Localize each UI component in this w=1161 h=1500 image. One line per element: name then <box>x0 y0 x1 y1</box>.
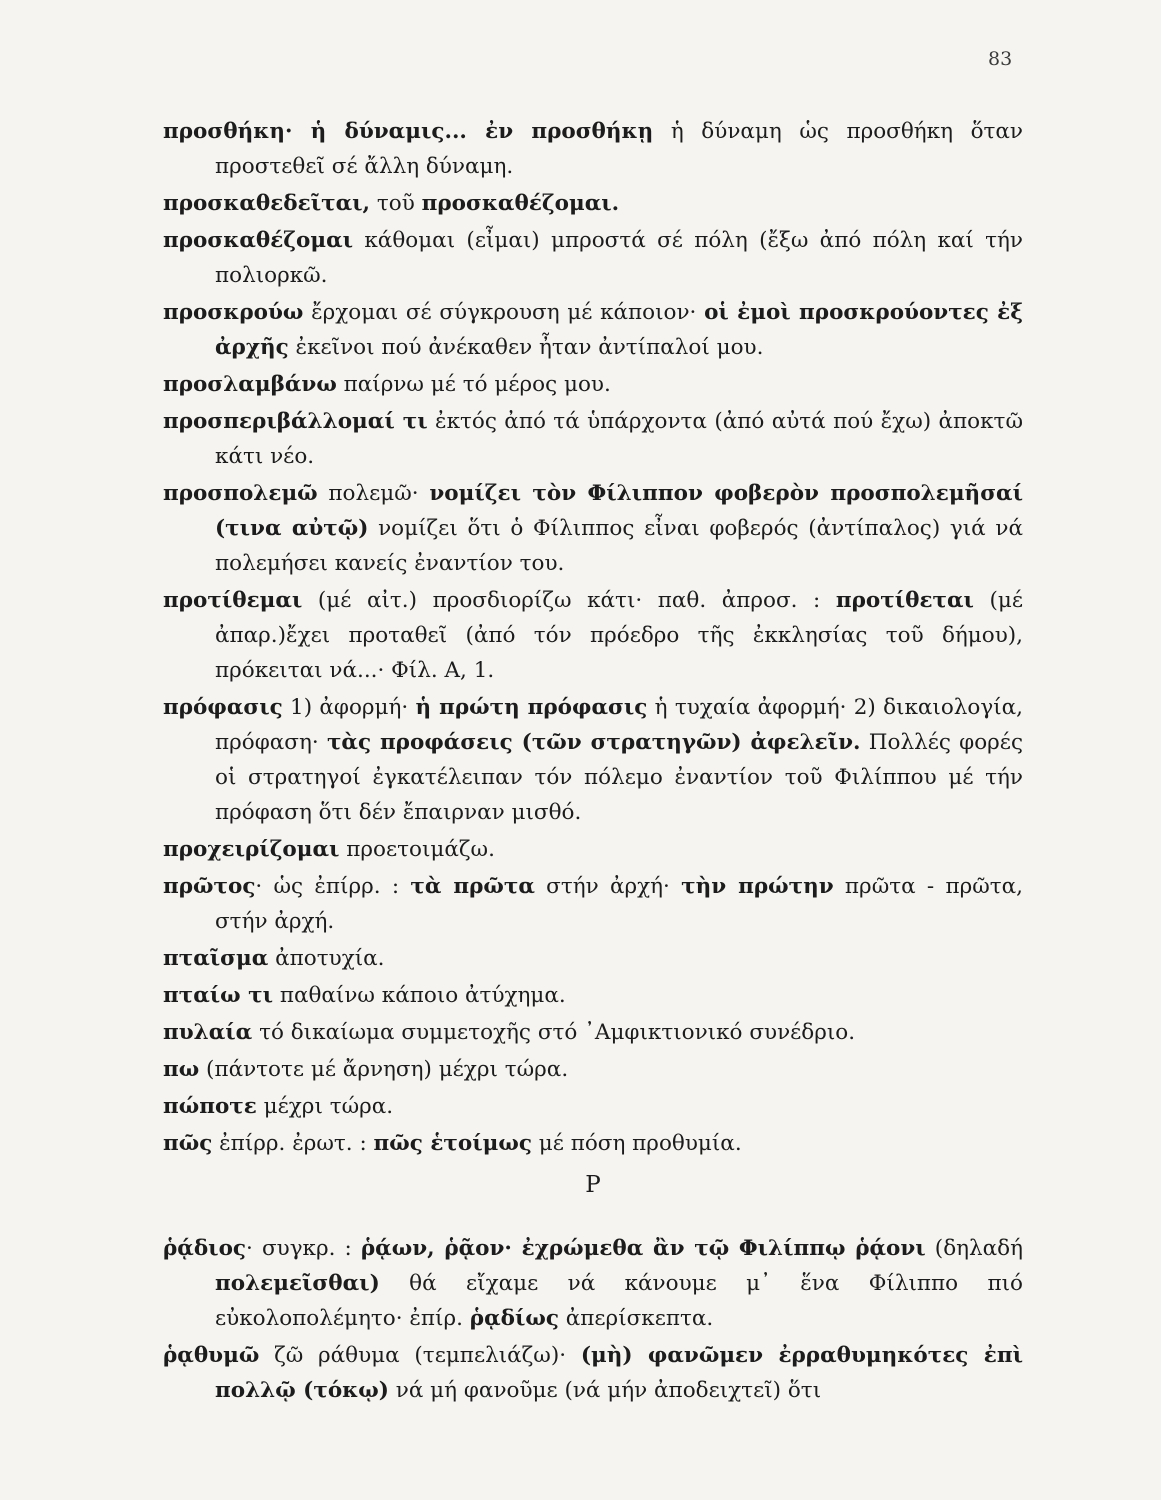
dictionary-entry <box>163 1126 1023 1161</box>
entry-headword: προχειρίζομαι <box>163 837 340 862</box>
dictionary-entries <box>163 114 1023 1410</box>
entry-text: τοῦ <box>370 191 422 216</box>
dictionary-entry <box>163 941 1023 976</box>
page-number: 83 <box>988 48 1013 70</box>
dictionary-entry <box>163 476 1023 581</box>
dictionary-entry <box>163 1231 1023 1336</box>
entry-headword: πρῶτος <box>163 874 256 899</box>
entry-headword: πυλαία <box>163 1020 253 1045</box>
dictionary-entry <box>163 1052 1023 1087</box>
entry-text: ἐκτός ἀπό τά ὑπάρχοντα (ἀπό αὐτά πού ἔχω) ἀποκτῶ κάτι νέο. <box>215 409 1023 469</box>
entry-headword: νομίζει τὸν Φίλιππον φοβερὸν προσπολεμῆσαί (τινα αὐτῷ) <box>215 481 1023 541</box>
entry-headword: πταῖσμα <box>163 946 269 971</box>
entry-text: ἀπερίσκεπτα. <box>558 1306 714 1331</box>
entry-headword: πταίω τι <box>163 983 273 1008</box>
dictionary-entry <box>163 404 1023 474</box>
entry-text: πολεμῶ· <box>317 481 430 506</box>
dictionary-entry <box>163 223 1023 293</box>
entry-text: ἡ τυχαία ἀφορμή· 2) δικαιολογία, πρόφαση· <box>215 695 1023 755</box>
entry-headword: οἱ ἐμοὶ προσκρούοντες ἐξ ἀρχῆς <box>215 300 1023 360</box>
entry-headword: προσλαμβάνω <box>163 372 337 397</box>
entry-headword: πῶς <box>163 1131 213 1156</box>
entry-text: στήν ἀρχή· <box>534 874 682 899</box>
entry-text: πρῶτα - πρῶτα, στήν ἀρχή. <box>215 874 1024 934</box>
entry-headword: προσθήκη· ἡ δύναμις... ἐν προσθήκῃ <box>163 119 654 144</box>
dictionary-entry <box>163 1015 1023 1050</box>
entry-headword: ῥᾳθυμῶ <box>163 1343 260 1368</box>
dictionary-entry <box>163 1338 1023 1408</box>
dictionary-entry <box>163 869 1023 939</box>
entry-headword: πώποτε <box>163 1094 257 1119</box>
dictionary-entry <box>163 690 1023 830</box>
entry-text: ἐκεῖνοι πού ἀνέκαθεν ἦταν ἀντίπαλοί μου. <box>288 335 764 360</box>
entry-text: παθαίνω κάποιο ἀτύχημα. <box>272 983 566 1008</box>
entry-text: μέ πόση προθυμία. <box>531 1131 742 1156</box>
entry-headword: ῥᾳδίως <box>469 1306 559 1331</box>
entry-text: (πάντοτε μέ ἄρνηση) μέχρι τώρα. <box>199 1057 569 1082</box>
entry-text: παίρνω μέ τό μέρος μου. <box>336 372 611 397</box>
entry-text: τό δικαίωμα συμμετοχῆς στό ᾿Αμφικτιονικό συνέδριο. <box>252 1020 856 1045</box>
entry-headword: προτίθεμαι <box>163 588 303 613</box>
entry-headword: τὰ πρῶτα <box>410 874 535 899</box>
entry-headword: προσκαθέζομαι <box>163 228 354 253</box>
entry-headword: προσκαθέζομαι. <box>421 191 620 216</box>
entry-headword: ἡ πρώτη πρόφασις <box>415 695 648 720</box>
entry-headword: προτίθεται <box>835 588 974 613</box>
entry-text: (μέ αἰτ.) προσδιορίζω κάτι· παθ. ἀπροσ. : <box>302 588 836 613</box>
section-letter-heading: Ρ <box>585 1172 601 1198</box>
entry-text: ἀποτυχία. <box>268 946 385 971</box>
dictionary-entry <box>163 114 1023 184</box>
dictionary-entry <box>163 978 1023 1013</box>
entry-headword: προσπεριβάλλομαί τι <box>163 409 428 434</box>
entry-headword: πρόφασις <box>163 695 283 720</box>
entry-text: ἡ δύναμη ὡς προσθήκη ὅταν προστεθεῖ σέ ἄλλη δύναμη. <box>215 119 1023 179</box>
dictionary-entry <box>163 1089 1023 1124</box>
entry-text: μέχρι τώρα. <box>256 1094 394 1119</box>
dictionary-entry <box>163 295 1023 365</box>
entry-text: ἔρχομαι σέ σύγκρουση μέ κάποιον· <box>303 300 705 325</box>
entry-headword: ῥᾴδιος <box>163 1236 247 1261</box>
entry-text: νομίζει ὅτι ὁ Φίλιππος εἶναι φοβερός (ἀντίπαλος) γιά νά πολεμήσει κανείς ἐναντίον του. <box>215 516 1023 576</box>
entry-text: (δηλαδή <box>925 1236 1023 1261</box>
entry-headword: (μὴ) φανῶμεν ἐρραθυμηκότες ἐπὶ πολλῷ (τόκῳ) <box>215 1343 1023 1403</box>
entry-text: προετοιμάζω. <box>339 837 495 862</box>
entry-headword: προσκαθεδεῖται, <box>163 191 371 216</box>
entry-headword: πω <box>163 1057 200 1082</box>
dictionary-entry <box>163 186 1023 221</box>
entry-text: (μέ ἀπαρ.)ἔχει προταθεῖ (ἀπό τόν πρόεδρο τῆς ἐκκλησίας τοῦ δήμου), πρόκειται νά...· Φίλ. Α, 1. <box>215 588 1023 683</box>
entry-text: · συγκρ. : <box>246 1236 361 1261</box>
entry-text: 1) ἀφορμή· <box>282 695 416 720</box>
entry-text: ἐπίρρ. ἐρωτ. : <box>212 1131 374 1156</box>
entry-headword: τὴν πρώτην <box>681 874 834 899</box>
dictionary-entry <box>163 367 1023 402</box>
entry-text: ζῶ ράθυμα (τεμπελιάζω)· <box>259 1343 581 1368</box>
entry-headword: ῥᾴων, ῥᾷον· ἐχρώμεθα ἂν τῷ Φιλίππῳ ῥᾴονι <box>360 1236 926 1261</box>
dictionary-entry <box>163 583 1023 688</box>
entry-headword: πολεμεῖσθαι) <box>215 1271 380 1296</box>
entry-headword: προσπολεμῶ <box>163 481 318 506</box>
entry-headword: πῶς ἑτοίμως <box>373 1131 532 1156</box>
entry-text: · ὡς ἐπίρρ. : <box>255 874 411 899</box>
dictionary-entry <box>163 832 1023 867</box>
entries-after-section <box>163 1231 1023 1408</box>
entry-text: νά μή φανοῦμε (νά μήν ἀποδειχτεῖ) ὅτι <box>388 1378 822 1403</box>
entry-text: Πολλές φορές οἱ στρατηγοί ἐγκατέλειπαν τόν πόλεμο ἐναντίον τοῦ Φιλίππου μέ τήν πρόφαση ὅτι δέν ἔπαιρναν μισθό. <box>215 730 1023 825</box>
entry-text: κάθομαι (εἶμαι) μπροστά σέ πόλη (ἔξω ἀπό πόλη καί τήν πολιορκῶ. <box>215 228 1023 288</box>
entry-headword: τὰς προφάσεις (τῶν στρατηγῶν) ἀφελεῖν. <box>326 730 861 755</box>
entries-before-section <box>163 114 1023 1161</box>
entry-text: θά εἴχαμε νά κάνουμε μ᾿ ἕνα Φίλιππο πιό εὐκολοπολέμητο· ἐπίρ. <box>215 1271 1023 1331</box>
entry-headword: προσκρούω <box>163 300 304 325</box>
